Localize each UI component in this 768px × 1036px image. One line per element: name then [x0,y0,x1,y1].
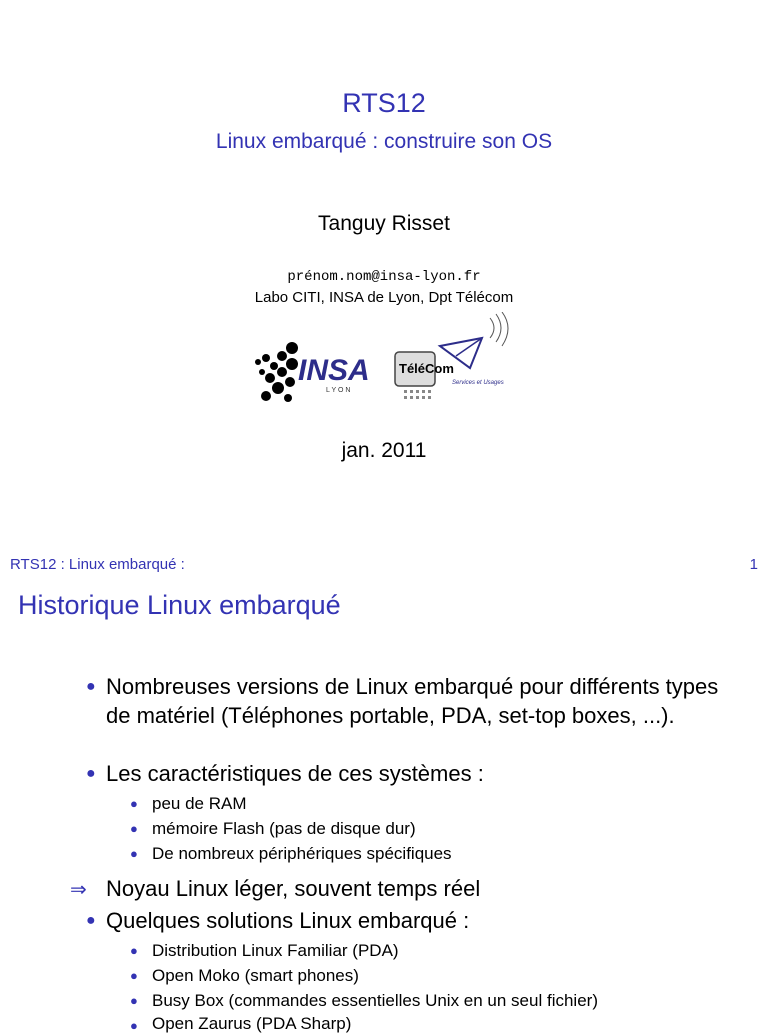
insa-logo-subtext: L Y O N [326,387,351,394]
sub-list-item: Open Moko (smart phones) [152,966,359,985]
sub-list-item: Open Zaurus (PDA Sharp) [152,1014,352,1033]
telecom-logo-subtext: Services et Usages [452,380,504,386]
telecom-logo [390,312,522,408]
bullet-icon: ● [130,968,138,983]
insa-logo [248,332,388,406]
sub-list-item: Distribution Linux Familiar (PDA) [152,941,399,960]
page-number: 1 [749,556,758,573]
sub-list-item: Busy Box (commandes essentielles Unix en un seul fichier) [152,991,598,1010]
bullet-icon: ● [130,943,138,958]
bullet-icon: ● [130,821,138,836]
bullet-icon: ● [130,846,138,861]
list-item: Nombreuses versions de Linux embarqué pour différents types de matériel (Téléphones portable, PDA, set-top boxes, ...). [106,674,719,728]
list-item: Noyau Linux léger, souvent temps réel [106,876,481,901]
sub-list-item: peu de RAM [152,794,247,813]
telecom-logo-text: TéléCom [399,361,454,376]
sub-list-item: De nombreux périphériques spécifiques [152,844,452,863]
bullet-icon: ● [130,1018,138,1033]
presentation-date: jan. 2011 [341,439,427,462]
author-name: Tanguy Risset [318,212,450,235]
bullet-icon: ● [130,796,138,811]
author-email: prénom.nom@insa-lyon.fr [287,269,481,285]
implies-arrow-icon: ⇒ [70,879,87,901]
frame-title: Historique Linux embarqué [18,590,341,620]
presentation-title: RTS12 [342,88,426,118]
slide-header: RTS12 : Linux embarqué : [10,556,185,573]
sub-list-item: mémoire Flash (pas de disque dur) [152,819,416,838]
presentation-subtitle: Linux embarqué : construire son OS [215,130,553,153]
list-item: Quelques solutions Linux embarqué : [106,908,470,933]
bullet-icon: ● [130,993,138,1008]
insa-logo-text: INSA [298,354,370,387]
bullet-icon: ● [86,678,96,695]
author-affiliation: Labo CITI, INSA de Lyon, Dpt Télécom [254,289,514,306]
list-item: Les caractéristiques de ces systèmes : [106,761,484,786]
bullet-icon: ● [86,765,96,782]
bullet-icon: ● [86,912,96,929]
